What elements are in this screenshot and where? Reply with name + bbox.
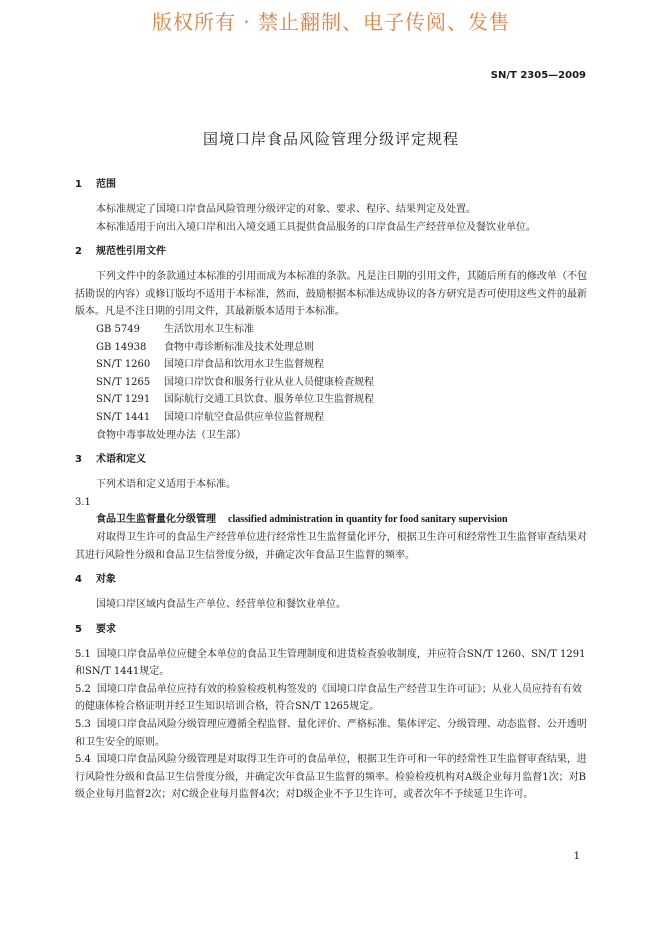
reference-item xyxy=(75,374,587,392)
term-chinese: 食品卫生监督量化分级管理 xyxy=(96,514,216,526)
requirement-text: 国境口岸食品风险分级管理是对取得卫生许可的食品单位，根据卫生许可和一年的经常性卫生监督审查结果，进行风险性分级和食品卫生信誉度分级，并确定次年食品卫生监督的频率。检验检疫机构对A级企业每月监督1次；对B级企业每月监督2次；对C级企业每月监督4次；对D级企业不予卫生许可，或者次年不予续延卫生许可。 xyxy=(75,754,587,801)
reference-item xyxy=(75,409,587,427)
paragraph: 下列术语和定义适用于本标准。 xyxy=(96,479,236,491)
requirement-number: 5.1 xyxy=(75,648,91,660)
reference-code: SN/T 1260 xyxy=(96,359,151,371)
reference-name: 国际航行交通工具饮食、服务单位卫生监督规程 xyxy=(164,394,374,406)
paragraph: 本标准适用于向出入境口岸和出入境交通工具提供食品服务的口岸食品生产经营单位及餐饮业单位。 xyxy=(96,221,536,233)
section-number: 3 xyxy=(75,454,82,466)
section-3-heading xyxy=(75,453,587,467)
paragraph: 国境口岸区域内食品生产单位、经营单位和餐饮业单位。 xyxy=(96,599,346,611)
reference-name: 国境口岸航空食品供应单位监督规程 xyxy=(164,411,324,423)
requirement-number: 5.3 xyxy=(75,719,91,731)
requirement-number: 5.4 xyxy=(75,754,91,766)
paragraph: 下列文件中的条款通过本标准的引用而成为本标准的条款。凡是注日期的引用文件，其随后所有的修改单（不包括勘误的内容）或修订版均不适用于本标准，然而，鼓励根据本标准达成协议的各方研究是否可使用这些文件的最新版本。凡是不注日期的引用文件，其最新版本适用于本标准。 xyxy=(75,271,587,318)
requirement-number: 5.2 xyxy=(75,683,91,695)
reference-name: 国境口岸饮食和服务行业从业人员健康检查规程 xyxy=(164,376,374,388)
copyright-watermark: 版权所有 · 禁止翻制、电子传阅、发售 xyxy=(151,10,511,34)
reference-item xyxy=(75,391,587,409)
page-title: 国境口岸食品风险管理分级评定规程 xyxy=(202,130,459,148)
section-1-heading xyxy=(75,178,587,192)
section-5-heading xyxy=(75,623,587,637)
requirement-item xyxy=(75,681,587,716)
requirement-item xyxy=(75,751,587,804)
requirement-item xyxy=(75,716,587,751)
reference-name: 食物中毒诊断标准及技术处理总则 xyxy=(164,341,314,353)
reference-item xyxy=(75,339,587,357)
reference-code: SN/T 1265 xyxy=(96,376,151,388)
subsection-number: 3.1 xyxy=(75,496,91,508)
reference-code: GB 14938 xyxy=(96,341,147,353)
section-number: 2 xyxy=(75,246,82,258)
reference-code: GB 5749 xyxy=(96,323,140,335)
requirement-text: 国境口岸食品单位应健全本单位的食品卫生管理制度和进货检查验收制度，并应符合SN/T 1260、SN/T 1291和SN/T 1441规定。 xyxy=(75,648,586,678)
reference-name: 国境口岸食品和饮用水卫生监督规程 xyxy=(164,359,324,371)
section-title: 范围 xyxy=(96,179,116,190)
section-title: 术语和定义 xyxy=(96,454,146,466)
term-definition: 对取得卫生许可的食品生产经营单位进行经常性卫生监督量化评分，根据卫生许可和经常性卫生监督审查结果对其进行风险性分级和食品卫生信誉度分级，并确定次年食品卫生监督的频率。 xyxy=(75,531,587,561)
reference-item: 食物中毒事故处理办法（卫生部） xyxy=(96,429,246,441)
reference-item xyxy=(75,356,587,374)
requirement-item xyxy=(75,646,587,681)
standard-number: SN/T 2305—2009 xyxy=(490,70,586,81)
reference-code: SN/T 1441 xyxy=(96,411,151,423)
reference-name: 生活饮用水卫生标准 xyxy=(164,323,254,335)
section-title: 规范性引用文件 xyxy=(96,246,166,258)
page-number: 1 xyxy=(573,851,580,862)
section-number: 5 xyxy=(75,623,82,635)
term-english: classified administration in quantity for food sanitary supervision xyxy=(228,514,508,526)
section-2-heading xyxy=(75,245,587,259)
section-4-heading xyxy=(75,573,587,587)
paragraph: 本标准规定了国境口岸食品风险管理分级评定的对象、要求、程序、结果判定及处置。 xyxy=(96,204,476,215)
section-title: 对象 xyxy=(96,574,116,586)
term-entry xyxy=(75,511,587,529)
reference-code: SN/T 1291 xyxy=(96,394,151,406)
section-number: 4 xyxy=(75,574,82,586)
reference-item xyxy=(75,321,587,339)
requirement-text: 国境口岸食品单位应持有效的检验检疫机构签发的《国境口岸食品生产经营卫生许可证》；从业人员应持有有效的健康体检合格证明并经卫生知识培训合格，符合SN/T 1265规定。 xyxy=(75,683,582,713)
requirement-text: 国境口岸食品风险分级管理应遵循全程监督、量化评价、严格标准、集体评定、分级管理、动态监督、公开透明和卫生安全的原则。 xyxy=(75,719,587,748)
section-number: 1 xyxy=(75,179,82,190)
document-body xyxy=(75,178,587,804)
section-title: 要求 xyxy=(96,623,116,635)
